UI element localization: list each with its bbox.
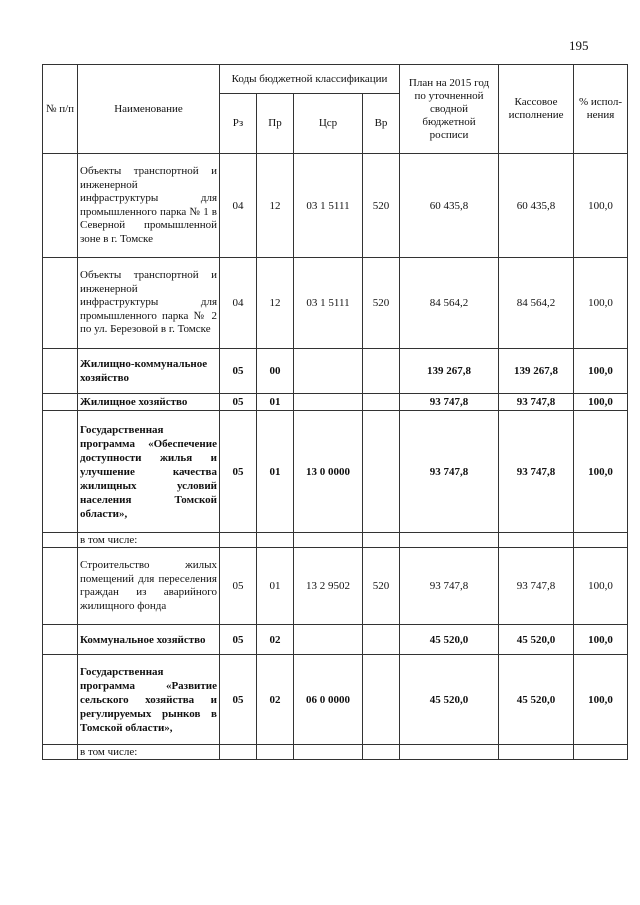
cell-csr: 03 1 5111 xyxy=(294,154,363,258)
header-percent: % испол-нения xyxy=(574,65,628,154)
cell-pr: 00 xyxy=(257,349,294,394)
cell-num xyxy=(43,533,78,548)
table-row xyxy=(43,258,628,349)
cell-csr: 13 0 0000 xyxy=(294,411,363,533)
cell-percent: 100,0 xyxy=(574,349,628,394)
cell-vr xyxy=(363,411,400,533)
cell-rz: 05 xyxy=(220,548,257,625)
cell-pr xyxy=(257,745,294,760)
cell-percent: 100,0 xyxy=(574,548,628,625)
cell-cash: 45 520,0 xyxy=(499,625,574,655)
header-pr: Пр xyxy=(257,94,294,154)
cell-cash: 84 564,2 xyxy=(499,258,574,349)
cell-name: Объекты транспортной и инженерной инфраструктуры для промышленного парка № 2 по ул. Березовой в г. Томске xyxy=(78,258,220,349)
cell-rz: 04 xyxy=(220,154,257,258)
cell-num xyxy=(43,349,78,394)
cell-name: Государственная программа «Обеспечение доступности жилья и улучшение качества жилищных условий населения Томской области», xyxy=(78,411,220,533)
cell-pr: 02 xyxy=(257,655,294,745)
cell-plan xyxy=(400,533,499,548)
cell-plan xyxy=(400,745,499,760)
cell-percent: 100,0 xyxy=(574,411,628,533)
cell-rz: 05 xyxy=(220,394,257,411)
cell-rz: 05 xyxy=(220,411,257,533)
cell-pr: 01 xyxy=(257,394,294,411)
cell-vr xyxy=(363,349,400,394)
cell-name: в том числе: xyxy=(78,745,220,760)
cell-cash: 139 267,8 xyxy=(499,349,574,394)
page-number: 195 xyxy=(569,38,589,53)
cell-pr: 01 xyxy=(257,548,294,625)
cell-plan: 45 520,0 xyxy=(400,655,499,745)
table-row xyxy=(43,394,628,411)
table-row xyxy=(43,655,628,745)
cell-vr xyxy=(363,625,400,655)
header-vr: Вр xyxy=(363,94,400,154)
cell-name: в том числе: xyxy=(78,533,220,548)
header-rz: Рз xyxy=(220,94,257,154)
cell-rz xyxy=(220,533,257,548)
cell-pr: 02 xyxy=(257,625,294,655)
cell-plan: 45 520,0 xyxy=(400,625,499,655)
cell-name: Жилищно-коммунальное хозяйство xyxy=(78,349,220,394)
cell-csr: 06 0 0000 xyxy=(294,655,363,745)
table-row xyxy=(43,533,628,548)
cell-name: Строительство жилых помещений для переселения граждан из аварийного жилищного фонда xyxy=(78,548,220,625)
table-row xyxy=(43,349,628,394)
cell-cash xyxy=(499,745,574,760)
table-row xyxy=(43,411,628,533)
cell-name: Коммунальное хозяйство xyxy=(78,625,220,655)
cell-num xyxy=(43,258,78,349)
cell-name: Жилищное хозяйство xyxy=(78,394,220,411)
cell-pr xyxy=(257,533,294,548)
cell-percent: 100,0 xyxy=(574,655,628,745)
cell-rz: 05 xyxy=(220,625,257,655)
budget-execution-table xyxy=(42,64,628,760)
cell-pr: 01 xyxy=(257,411,294,533)
cell-vr xyxy=(363,533,400,548)
cell-csr xyxy=(294,625,363,655)
header-budget-codes: Коды бюджетной классификации xyxy=(220,65,400,94)
cell-percent: 100,0 xyxy=(574,154,628,258)
cell-vr: 520 xyxy=(363,548,400,625)
cell-vr xyxy=(363,394,400,411)
cell-rz: 05 xyxy=(220,349,257,394)
cell-csr: 13 2 9502 xyxy=(294,548,363,625)
cell-percent xyxy=(574,533,628,548)
cell-num xyxy=(43,394,78,411)
cell-plan: 84 564,2 xyxy=(400,258,499,349)
header-plan: План на 2015 год по уточненной сводной бюджетной росписи xyxy=(400,65,499,154)
cell-cash xyxy=(499,533,574,548)
cell-vr xyxy=(363,745,400,760)
cell-name: Государственная программа «Развитие сельского хозяйства и регулируемых рынков в Томской области», xyxy=(78,655,220,745)
cell-cash: 93 747,8 xyxy=(499,411,574,533)
cell-percent: 100,0 xyxy=(574,258,628,349)
header-num: № п/п xyxy=(43,65,78,154)
header-csr: Цср xyxy=(294,94,363,154)
cell-cash: 93 747,8 xyxy=(499,394,574,411)
cell-csr xyxy=(294,745,363,760)
cell-plan: 93 747,8 xyxy=(400,394,499,411)
cell-cash: 60 435,8 xyxy=(499,154,574,258)
cell-plan: 139 267,8 xyxy=(400,349,499,394)
cell-plan: 93 747,8 xyxy=(400,411,499,533)
cell-vr: 520 xyxy=(363,154,400,258)
cell-csr: 03 1 5111 xyxy=(294,258,363,349)
cell-num xyxy=(43,625,78,655)
header-cash-execution: Кассовое исполнение xyxy=(499,65,574,154)
cell-percent: 100,0 xyxy=(574,625,628,655)
cell-percent xyxy=(574,745,628,760)
table-row xyxy=(43,745,628,760)
cell-plan: 60 435,8 xyxy=(400,154,499,258)
table-row xyxy=(43,154,628,258)
cell-cash: 93 747,8 xyxy=(499,548,574,625)
cell-num xyxy=(43,745,78,760)
cell-num xyxy=(43,548,78,625)
cell-csr xyxy=(294,349,363,394)
cell-pr: 12 xyxy=(257,154,294,258)
cell-num xyxy=(43,655,78,745)
cell-pr: 12 xyxy=(257,258,294,349)
cell-rz: 05 xyxy=(220,655,257,745)
cell-num xyxy=(43,154,78,258)
table-row xyxy=(43,625,628,655)
cell-csr xyxy=(294,394,363,411)
cell-plan: 93 747,8 xyxy=(400,548,499,625)
cell-percent: 100,0 xyxy=(574,394,628,411)
cell-vr xyxy=(363,655,400,745)
cell-rz xyxy=(220,745,257,760)
cell-vr: 520 xyxy=(363,258,400,349)
cell-num xyxy=(43,411,78,533)
cell-csr xyxy=(294,533,363,548)
cell-cash: 45 520,0 xyxy=(499,655,574,745)
header-name: Наименование xyxy=(78,65,220,154)
cell-rz: 04 xyxy=(220,258,257,349)
table-row xyxy=(43,548,628,625)
cell-name: Объекты транспортной и инженерной инфраструктуры для промышленного парка № 1 в Северной промышленной зоне в г. Томске xyxy=(78,154,220,258)
